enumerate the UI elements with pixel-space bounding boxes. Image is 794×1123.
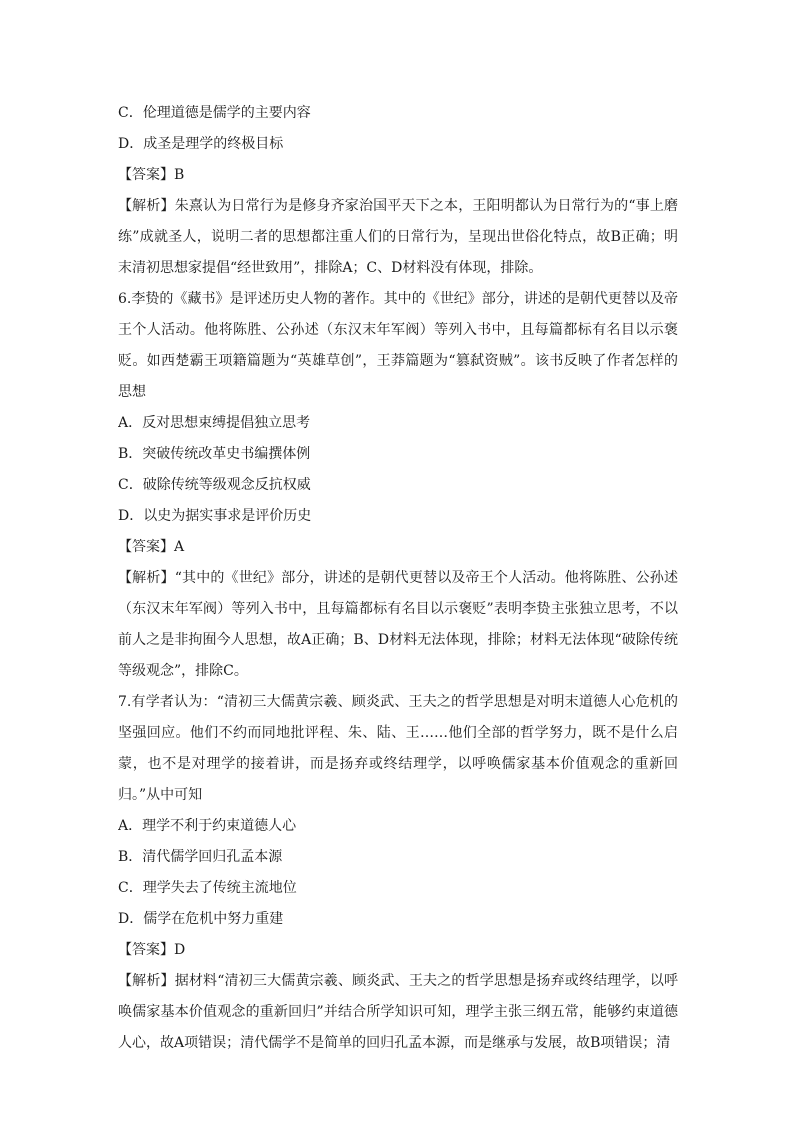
q5-answer [118, 160, 678, 191]
q7-answer-tag: 【答案】 [118, 942, 174, 958]
q6-answer-tag: 【答案】 [118, 539, 174, 555]
q5-option-d: D．成圣是理学的终极目标 [118, 136, 284, 152]
q6-option-b: B．突破传统改革史书编撰体例 [118, 446, 311, 462]
q7-stem: 7.有学者认为：“清初三大儒黄宗羲、顾炎武、王夫之的哲学思想是对明末道德人心危机的坚强回应。他们不约而同地批评程、朱、陆、王……他们全部的哲学努力，既不是什么启蒙，也不是对理学的接着讲，而是扬弃或终结理学，以呼唤儒家基本价值观念的重新回归。”从中可知 [118, 694, 678, 803]
q7-answer [118, 935, 678, 966]
q6-analysis [118, 563, 678, 687]
q5-analysis-tag: 【解析】 [118, 198, 175, 214]
q5-option-c: C．伦理道德是儒学的主要内容 [118, 105, 311, 121]
q5-answer-tag: 【答案】 [118, 167, 174, 183]
q6-option-a: A．反对思想束缚提倡独立思考 [118, 415, 311, 431]
q7-option-c: C．理学失去了传统主流地位 [118, 880, 297, 896]
q6-analysis-tag: 【解析】 [118, 570, 175, 586]
q5-analysis-text: 朱熹认为日常行为是修身齐家治国平天下之本，王阳明都认为日常行为的“事上磨练”成就圣人，说明二者的思想都注重人们的日常行为，呈现出世俗化特点，故B正确；明末清初思想家提倡“经世致用”，排除A；C、D材料没有体现，排除。 [118, 198, 679, 276]
q6-analysis-text: “其中的《世纪》部分，讲述的是朝代更替以及帝王个人活动。他将陈胜、公孙述（东汉末年军阀）等列入书中，且每篇都标有名目以示褒贬”表明李贽主张独立思考，不以前人之是非拘囿今人思想，故A正确；B、D材料无法体现，排除；材料无法体现“破除传统等级观念”，排除C。 [118, 570, 679, 679]
q6-stem: 6.李贽的《藏书》是评述历史人物的著作。其中的《世纪》部分，讲述的是朝代更替以及帝王个人活动。他将陈胜、公孙述（东汉末年军阀）等列入书中，且每篇都标有名目以示褒贬。如西楚霸王项籍篇题为“英雄草创”，王莽篇题为“篡弑资贼”。该书反映了作者怎样的思想 [118, 291, 678, 400]
q6-answer [118, 532, 678, 563]
q7-answer-value: D [174, 942, 186, 958]
q5-answer-value: B [174, 167, 185, 183]
q6-option-d: D．以史为据实事求是评价历史 [118, 508, 312, 524]
q7-option-a: A．理学不利于约束道德人心 [118, 818, 297, 834]
document-page [118, 98, 678, 1059]
q7-option-b: B．清代儒学回归孔孟本源 [118, 849, 283, 865]
q7-analysis [118, 966, 678, 1059]
q6-answer-value: A [174, 539, 185, 555]
q7-option-d: D．儒学在危机中努力重建 [118, 911, 284, 927]
q6-option-c: C．破除传统等级观念反抗权威 [118, 477, 311, 493]
q7-analysis-text: 据材料“清初三大儒黄宗羲、顾炎武、王夫之的哲学思想是扬弃或终结理学，以呼唤儒家基本价值观念的重新回归”并结合所学知识可知，理学主张三纲五常，能够约束道德人心，故A项错误；清代儒学不是简单的回归孔孟本源，而是继承与发展，故B项错误；清 [118, 973, 679, 1051]
q5-analysis [118, 191, 678, 284]
q7-analysis-tag: 【解析】 [118, 973, 175, 989]
